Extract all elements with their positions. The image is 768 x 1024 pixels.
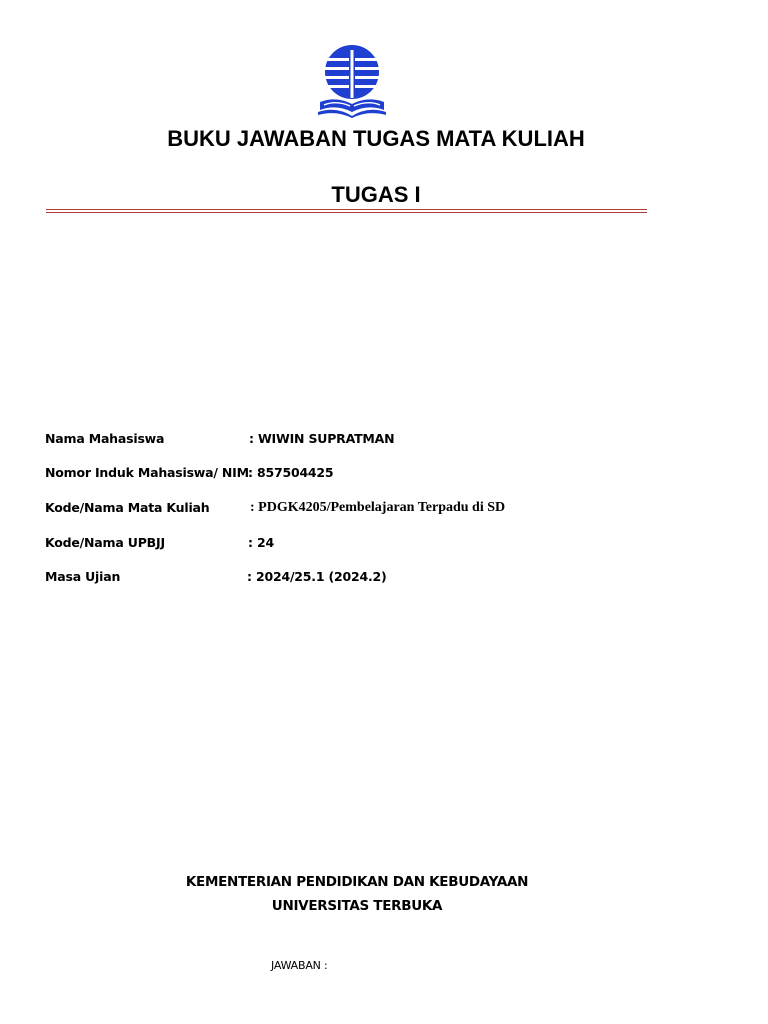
- identity-label: Masa Ujian: [45, 569, 121, 584]
- header-divider-top: [46, 209, 647, 210]
- university-name: UNIVERSITAS TERBUKA: [271, 898, 443, 914]
- identity-label: Kode/Nama Mata Kuliah: [45, 500, 210, 515]
- identity-label: Kode/Nama UPBJJ: [45, 535, 165, 550]
- identity-label: Nomor Induk Mahasiswa/ NIM: [45, 465, 249, 480]
- universitas-terbuka-logo-icon: [318, 44, 386, 118]
- answer-label: JAWABAN :: [271, 959, 328, 972]
- identity-value: : PDGK4205/Pembelajaran Terpadu di SD: [250, 500, 506, 515]
- identity-label: Nama Mahasiswa: [45, 431, 165, 446]
- ministry-name: KEMENTERIAN PENDIDIKAN DAN KEBUDAYAAN: [185, 874, 529, 890]
- identity-value: : 24: [248, 535, 274, 550]
- identity-value: : 857504425: [248, 465, 334, 480]
- identity-value: : WIWIN SUPRATMAN: [249, 431, 395, 446]
- identity-value: : 2024/25.1 (2024.2): [247, 569, 387, 584]
- page-title: BUKU JAWABAN TUGAS MATA KULIAH: [167, 126, 585, 151]
- assignment-subtitle: TUGAS I: [331, 182, 421, 207]
- header-divider-bottom: [46, 212, 647, 213]
